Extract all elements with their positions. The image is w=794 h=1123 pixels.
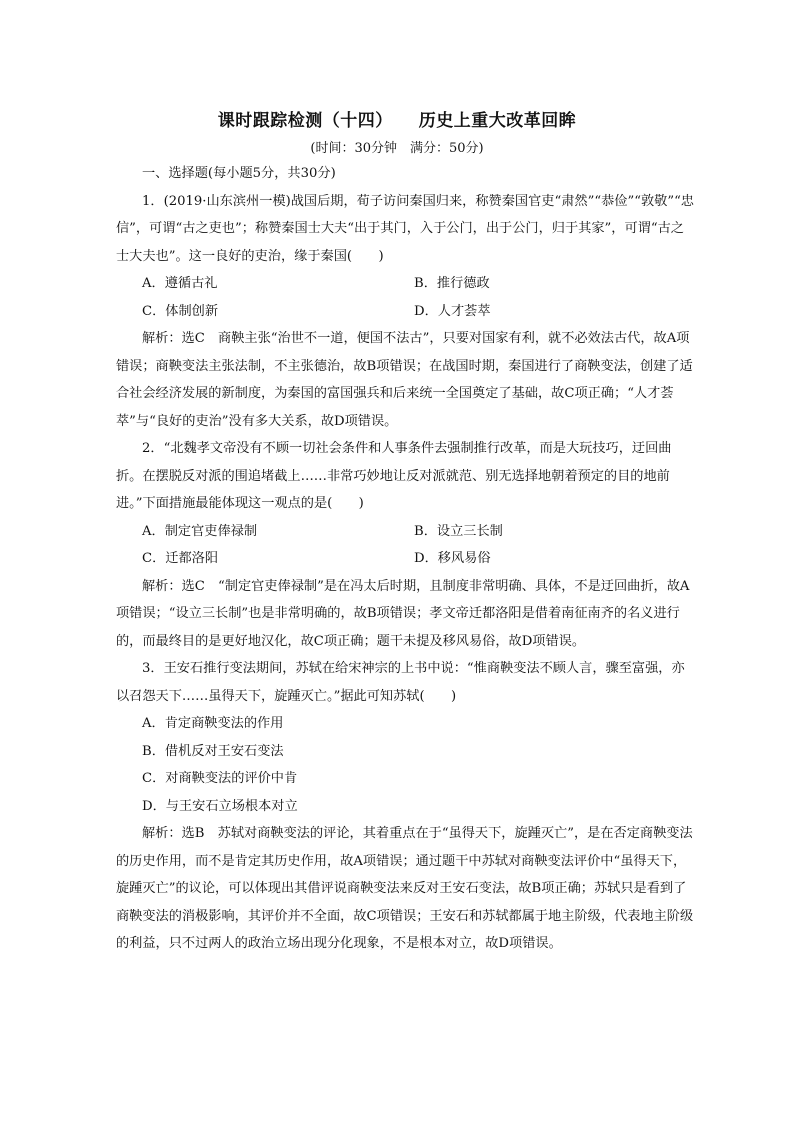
question-2-stem: 2．“北魏孝文帝没有不顾一切社会条件和人事条件去强制推行改革，而是大玩技巧，迂回曲折。在摆脱反对派的围追堵截上……非常巧妙地让反对派就范、别无选择地朝着预定的目的地前进。”下面措施最能体现这一观点的是( ) [116,441,672,511]
option-a: A．遵循古礼 [142,276,218,291]
question-2-analysis: 解析：选C “制定官吏俸禄制”是在冯太后时期，且制度非常明确、具体，不是迂回曲折，故A项错误；“设立三长制”也是非常明确的，故B项错误；孝文帝迁都洛阳是借着南征南齐的名义进行的，而最终目的是更好地汉化，故C项正确；题干未提及移风易俗，故D项错误。 [116,578,690,649]
option-c: C．体制创新 [142,303,219,319]
question-2-options-row-2 [116,545,696,573]
question-3-analysis: 解析：选B 苏轼对商鞅变法的评论，其着重点在于“虽得天下，旋踵灭亡”，是在否定商鞅变法的历史作用，而不是肯定其历史作用，故A项错误；通过题干中苏轼对商鞅变法评价中“虽得天下，旋踵灭亡”的议论，可以体现出其借评说商鞅变法来反对王安石变法，故B项正确；苏轼只是看到了商鞅变法的消极影响，其评价并不全面，故C项错误；王安石和苏轼都属于地主阶级，代表地主阶级的利益，只不过两人的政治立场出现分化现象，不是根本对立，故D项错误。 [116,826,694,951]
option-a: A．肯定商鞅变法的作用 [142,716,284,731]
option-d: D．人才荟萃 [414,303,491,319]
section-heading: 一、选择题(每小题5分，共30分) [142,166,336,181]
option-d: D．与王安石立场根本对立 [142,798,298,814]
option-d: D．移风易俗 [414,551,491,566]
time-score-info: (时间：30分钟 满分：50分) [310,141,484,156]
question-1-analysis: 解析：选C 商鞅主张“治世不一道，便国不法古”，只要对国家有利，就不必效法古代，故A项错误；商鞅变法主张法制，不主张德治，故B项错误；在战国时期，秦国进行了商鞅变法，创建了适合社会经济发展的新制度，为秦国的富国强兵和后来统一全国奠定了基础，故C项正确；“人才荟萃”与“良好的吏治”没有多大关系，故D项错误。 [116,331,693,429]
option-c: C．迁都洛阳 [142,551,219,566]
option-a: A．制定官吏俸禄制 [142,523,258,539]
question-content [116,160,696,958]
option-c: C．对商鞅变法的评价中肯 [142,771,298,786]
question-2-options-row-1 [116,518,696,546]
title-main: 课时跟踪检测（十四） [217,111,393,131]
option-b: B．推行德政 [414,276,490,291]
question-1-options-row-1 [116,270,696,298]
question-1-options-row-2 [116,298,696,326]
question-3-stem: 3．王安石推行变法期间，苏轼在给宋神宗的上书中说：“惟商鞅变法不顾人言，骤至富强，亦以召怨天下……虽得天下，旋踵灭亡。”据此可知苏轼( ) [116,661,685,704]
option-b: B．借机反对王安石变法 [142,743,284,759]
question-1-stem: 1．(2019·山东滨州一模)战国后期，荀子访问秦国归来，称赞秦国官吏“肃然”“恭俭”“敦敬”“忠信”，可谓“古之吏也”；称赞秦国士大夫“出于其门，入于公门，出于公门，归于其家”，可谓“古之士大夫也”。这一良好的吏治，缘于秦国( ) [116,193,694,264]
title-topic: 历史上重大改革回眸 [418,111,577,131]
option-b: B．设立三长制 [414,523,503,539]
page-title [0,106,794,131]
